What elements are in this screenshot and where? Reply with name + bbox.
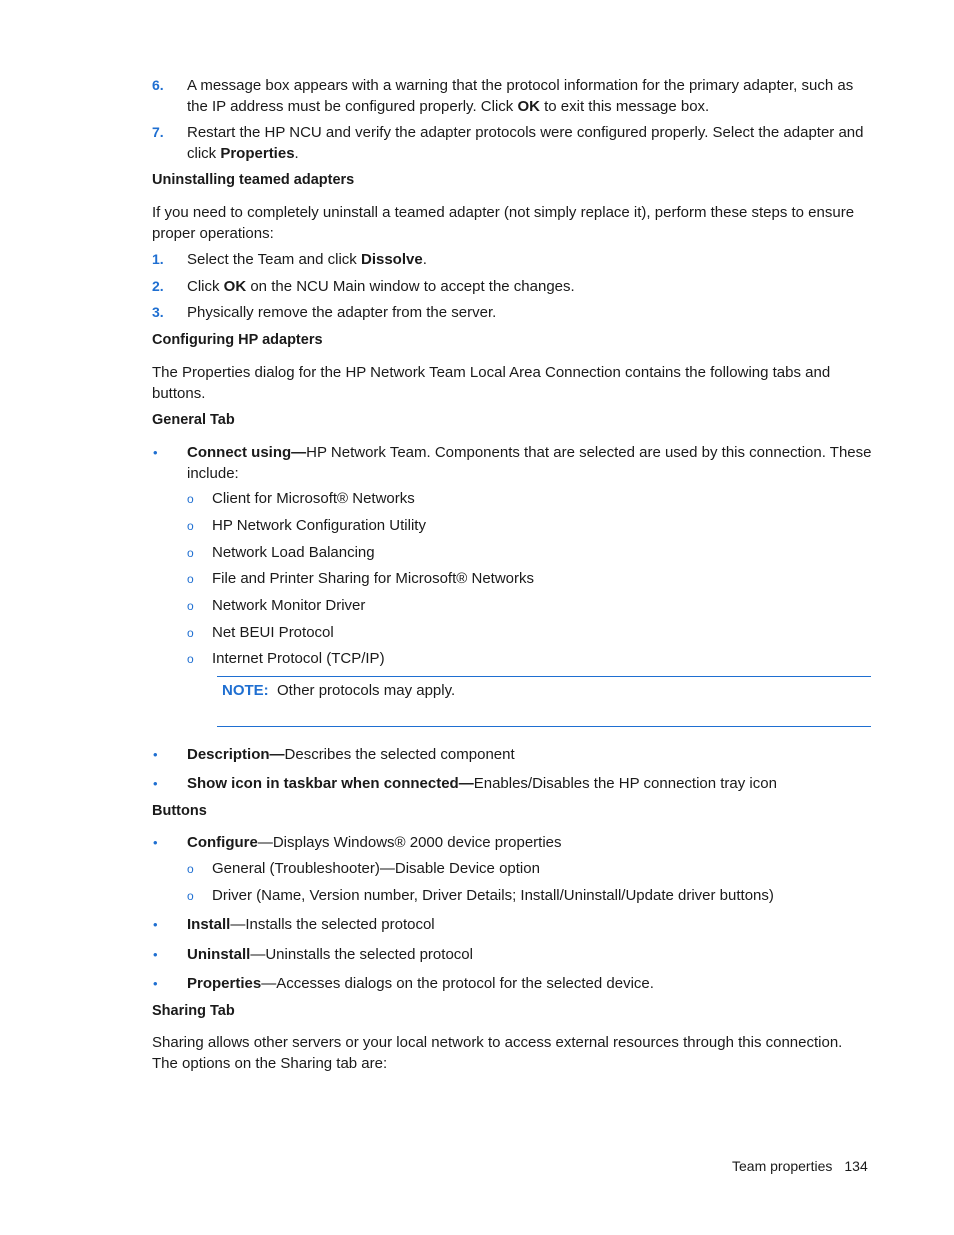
sub-item-text: Driver (Name, Version number, Driver Details; Install/Uninstall/Update driver buttons) xyxy=(212,887,774,904)
heading-uninstalling: Uninstalling teamed adapters xyxy=(152,172,355,188)
footer-section: Team properties xyxy=(732,1158,833,1174)
sub-bullet-icon: o xyxy=(187,492,194,506)
step-text: A message box appears with a warning that the protocol information for the primary adapter, such as the IP address must be configured properly. Click OK to exit this message box. xyxy=(187,77,854,115)
heading-configuring: Configuring HP adapters xyxy=(152,332,323,348)
sub-bullet-icon: o xyxy=(187,862,194,876)
bullet-text: Connect using—HP Network Team. Components that are selected are used by this connection. These include: xyxy=(187,444,872,482)
component-name: Net BEUI Protocol xyxy=(212,624,334,641)
sub-bullet-icon: o xyxy=(187,519,194,533)
component-name: File and Printer Sharing for Microsoft® Networks xyxy=(212,570,534,587)
sub-bullet-icon: o xyxy=(187,626,194,640)
component-name: Network Monitor Driver xyxy=(212,597,366,614)
heading-buttons: Buttons xyxy=(152,803,207,819)
heading-sharing-tab: Sharing Tab xyxy=(152,1003,235,1019)
bullet-icon: • xyxy=(153,776,158,791)
note-bottom-rule xyxy=(217,726,871,727)
bullet-text: Description—Describes the selected component xyxy=(187,746,515,763)
bullet-text: Show icon in taskbar when connected—Enables/Disables the HP connection tray icon xyxy=(187,775,777,792)
bullet-icon: • xyxy=(153,835,158,850)
component-name: Client for Microsoft® Networks xyxy=(212,490,415,507)
step-number: 1. xyxy=(152,251,164,267)
bullet-icon: • xyxy=(153,445,158,460)
sub-item-text: General (Troubleshooter)—Disable Device option xyxy=(212,860,540,877)
step-text: Select the Team and click Dissolve. xyxy=(187,251,427,268)
sub-bullet-icon: o xyxy=(187,599,194,613)
step-number: 2. xyxy=(152,278,164,294)
bullet-icon: • xyxy=(153,976,158,991)
note-content xyxy=(222,680,455,701)
bullet-text: Install—Installs the selected protocol xyxy=(187,916,435,933)
bullet-text: Uninstall—Uninstalls the selected protocol xyxy=(187,946,473,963)
step-number: 3. xyxy=(152,304,164,320)
step-text: Click OK on the NCU Main window to accept the changes. xyxy=(187,278,575,295)
page-footer xyxy=(732,1158,868,1174)
component-name: HP Network Configuration Utility xyxy=(212,517,426,534)
bullet-icon: • xyxy=(153,747,158,762)
paragraph-sharing: Sharing allows other servers or your local network to access external resources through this connection. The options on the Sharing tab are: xyxy=(152,1034,843,1072)
note-label: NOTE: xyxy=(222,682,269,699)
bullet-icon: • xyxy=(153,917,158,932)
step-number: 7. xyxy=(152,124,164,140)
paragraph-configuring: The Properties dialog for the HP Network Team Local Area Connection contains the following tabs and buttons. xyxy=(152,364,831,402)
paragraph-uninstalling: If you need to completely uninstall a teamed adapter (not simply replace it), perform these steps to ensure proper operations: xyxy=(152,204,855,242)
note-top-rule xyxy=(217,676,871,677)
sub-bullet-icon: o xyxy=(187,546,194,560)
step-text: Physically remove the adapter from the server. xyxy=(187,304,497,321)
step-text: Restart the HP NCU and verify the adapter protocols were configured properly. Select the adapter and click Properties. xyxy=(187,124,864,162)
component-name: Internet Protocol (TCP/IP) xyxy=(212,650,385,667)
step-number: 6. xyxy=(152,77,164,93)
bullet-text: Configure—Displays Windows® 2000 device properties xyxy=(187,834,562,851)
heading-general-tab: General Tab xyxy=(152,412,235,428)
note-text: Other protocols may apply. xyxy=(277,682,456,699)
bullet-text: Properties—Accesses dialogs on the protocol for the selected device. xyxy=(187,975,654,992)
sub-bullet-icon: o xyxy=(187,572,194,586)
bullet-icon: • xyxy=(153,947,158,962)
page-number: 134 xyxy=(844,1158,868,1174)
sub-bullet-icon: o xyxy=(187,889,194,903)
component-name: Network Load Balancing xyxy=(212,544,375,561)
sub-bullet-icon: o xyxy=(187,652,194,666)
